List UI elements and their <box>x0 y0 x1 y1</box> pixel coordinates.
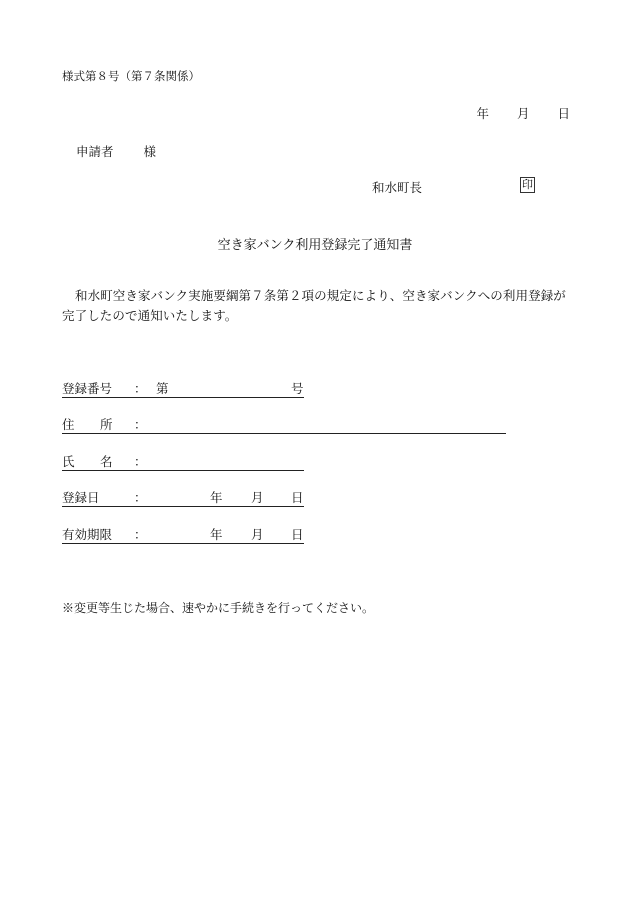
date-year: 年 <box>476 106 489 121</box>
name-label-1: 氏 <box>62 454 75 469</box>
registration-date-month: 月 <box>251 490 264 505</box>
expiry-label: 有効期限 <box>62 527 113 542</box>
expiry-row <box>62 525 304 544</box>
date-month: 月 <box>516 106 530 121</box>
issue-date <box>476 104 570 122</box>
expiry-colon: ： <box>134 527 147 542</box>
registration-date-row <box>62 488 304 507</box>
address-row <box>62 415 506 434</box>
notice-body: 和水町空き家バンク実施要綱第７条第２項の規定により、空き家バンクへの利用登録が完了したので通知いたします。 <box>62 288 566 323</box>
date-day: 日 <box>557 106 570 121</box>
footnote: ※変更等生じた場合、速やかに手続きを行ってください。 <box>62 601 375 615</box>
registration-date-day: 日 <box>291 490 304 505</box>
registration-number-row <box>62 379 304 398</box>
registration-number-suffix: 号 <box>291 381 304 396</box>
issuer-name: 和水町長 <box>372 180 423 195</box>
form-id: 様式第８号（第７条関係） <box>62 69 200 83</box>
name-label-2: 名 <box>100 454 113 469</box>
applicant-line <box>76 142 156 160</box>
name-colon: ： <box>134 454 147 469</box>
registration-number-prefix: 第 <box>156 381 169 396</box>
document-title: 空き家バンク利用登録完了通知書 <box>217 238 413 253</box>
address-label-2: 所 <box>100 417 113 432</box>
applicant-honorific: 様 <box>143 144 157 159</box>
registration-date-label: 登録日 <box>62 490 100 505</box>
name-row <box>62 452 304 471</box>
expiry-year: 年 <box>210 527 223 542</box>
registration-number-colon: ： <box>134 381 147 396</box>
registration-number-label: 登録番号 <box>62 381 113 396</box>
expiry-month: 月 <box>251 527 264 542</box>
expiry-day: 日 <box>291 527 304 542</box>
registration-date-year: 年 <box>210 490 223 505</box>
registration-date-colon: ： <box>134 490 147 505</box>
address-colon: ： <box>134 417 147 432</box>
seal-mark: 印 <box>522 178 533 191</box>
address-label-1: 住 <box>62 417 75 432</box>
applicant-label: 申請者 <box>76 144 114 159</box>
